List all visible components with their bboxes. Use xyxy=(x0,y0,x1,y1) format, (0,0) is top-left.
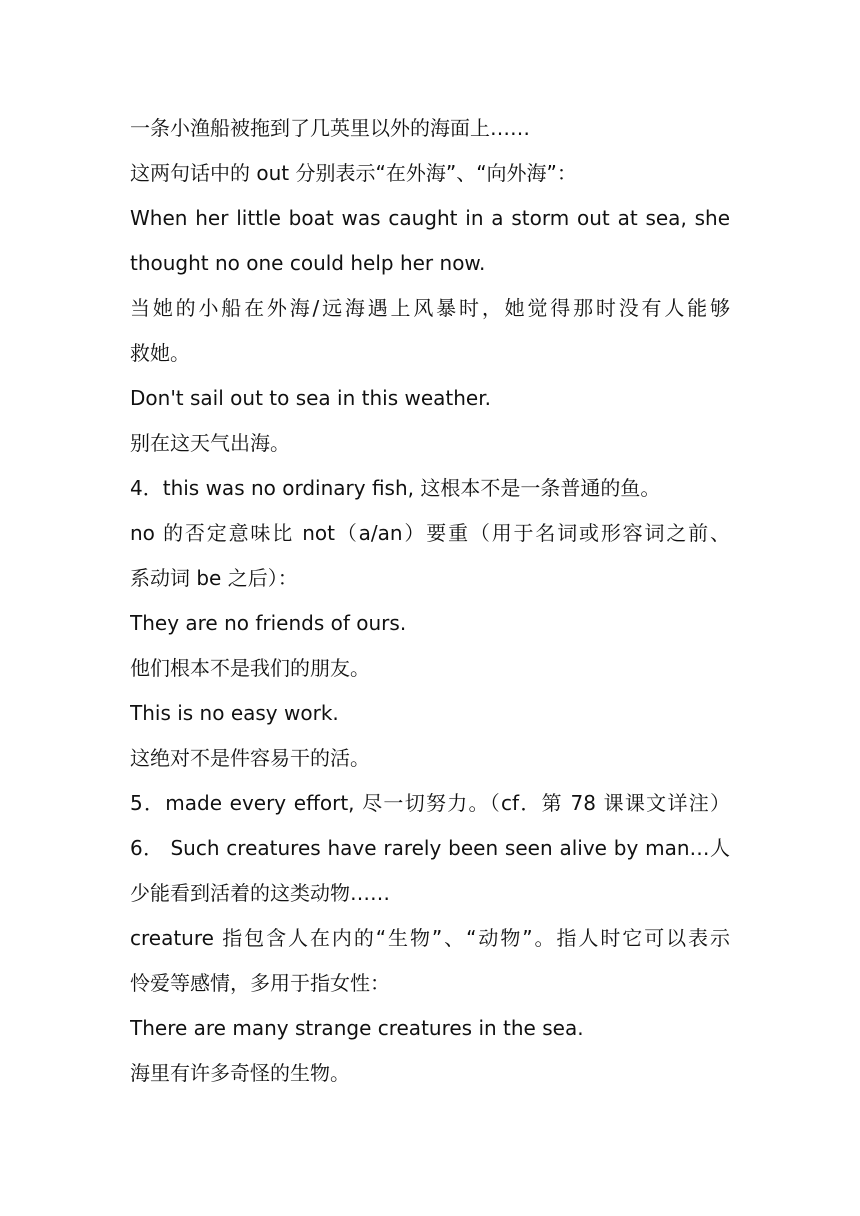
text-line: They are no friends of ours. xyxy=(130,611,407,635)
text-line: 一条小渔船被拖到了几英里以外的海面上…… xyxy=(130,116,530,140)
text-line: 6． Such creatures have rarely been seen alive by man…人 xyxy=(130,836,730,860)
text-line: Don't sail out to sea in this weather. xyxy=(130,386,491,410)
document-page xyxy=(130,106,730,1096)
text-line: When her little boat was caught in a storm out at sea, she xyxy=(130,206,730,230)
text-line: 少能看到活着的这类动物…… xyxy=(130,881,390,905)
text-line: 当她的小船在外海/远海遇上风暴时，她觉得那时没有人能够 xyxy=(130,296,730,320)
text-line: 他们根本不是我们的朋友。 xyxy=(130,656,370,680)
text-line: no 的否定意味比 not（a/an）要重（用于名词或形容词之前、 xyxy=(130,521,730,545)
text-line: There are many strange creatures in the sea. xyxy=(130,1016,584,1040)
text-line: 这两句话中的 out 分别表示“在外海”、“向外海”： xyxy=(130,161,577,185)
text-line: 这绝对不是件容易干的活。 xyxy=(130,746,370,770)
text-line: 5．made every effort, 尽一切努力。（cf．第 78 课课文详注） xyxy=(130,791,730,815)
text-line: 别在这天气出海。 xyxy=(130,431,290,455)
text-line: creature 指包含人在内的“生物”、“动物”。指人时它可以表示 xyxy=(130,926,730,950)
text-line: thought no one could help her now. xyxy=(130,251,486,275)
text-line: 4．this was no ordinary fish, 这根本不是一条普通的鱼。 xyxy=(130,476,661,500)
text-line: 救她。 xyxy=(130,341,190,365)
text-line: 海里有许多奇怪的生物。 xyxy=(130,1061,350,1085)
text-line: This is no easy work. xyxy=(130,701,339,725)
text-line: 怜爱等感情，多用于指女性： xyxy=(130,971,390,995)
text-line: 系动词 be 之后）： xyxy=(130,566,298,590)
